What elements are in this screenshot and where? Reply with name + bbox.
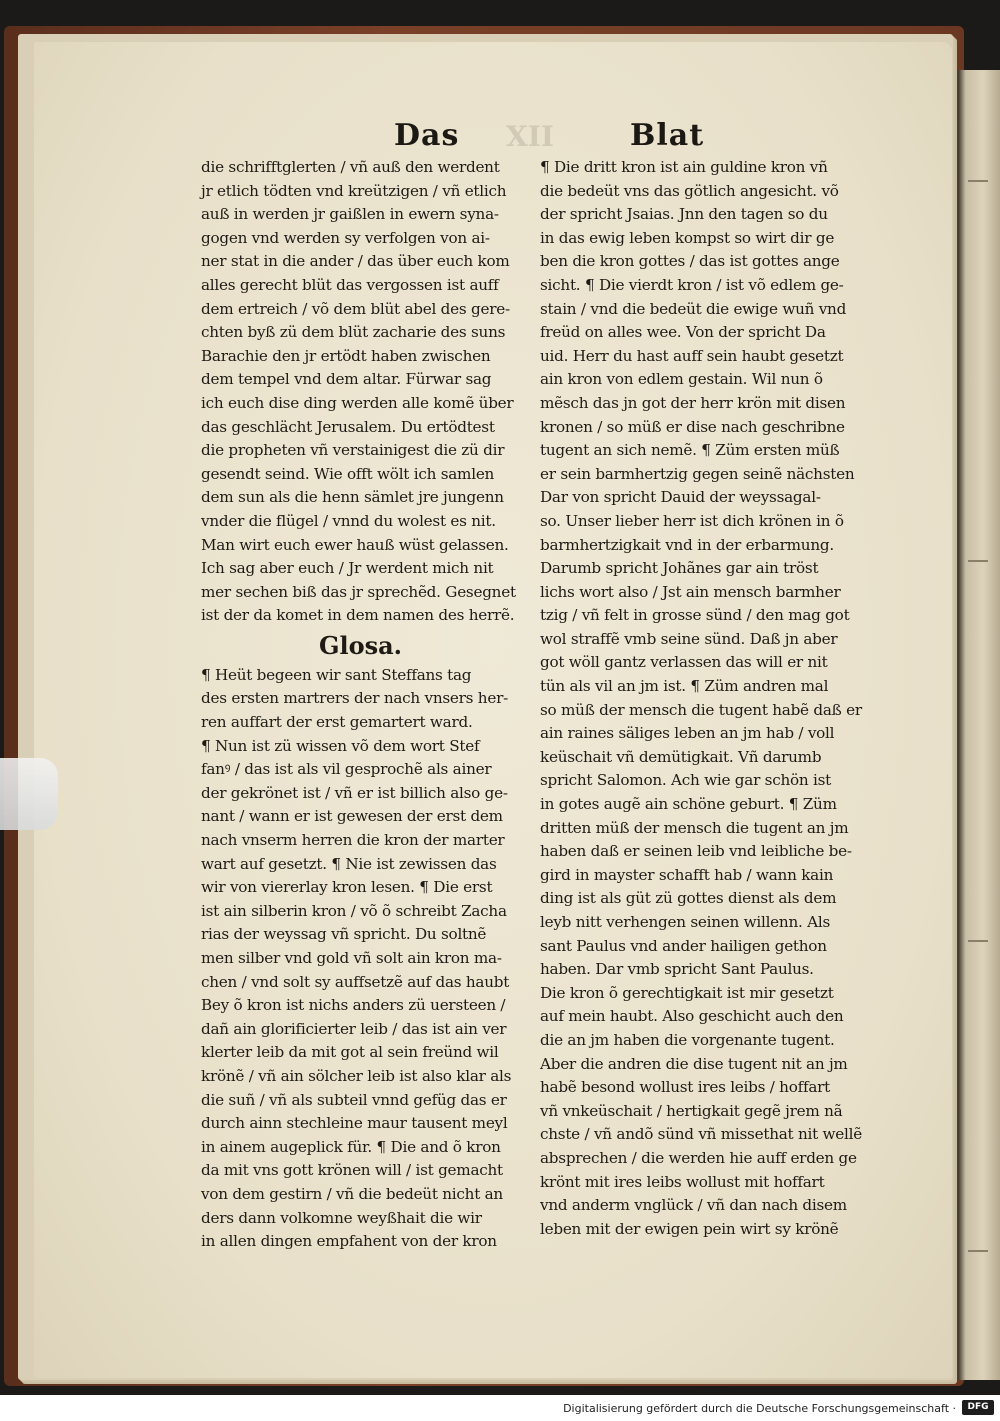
bleed-through-text: XII <box>506 120 554 153</box>
text-line: nant / wann er ist gewesen der erst dem <box>201 807 503 826</box>
text-line: gogen vnd werden sy verfolgen von ai- <box>201 228 490 247</box>
text-line: keüschait vñ demütigkait. Vñ darumb <box>540 747 822 766</box>
text-line: mẽsch das jn got der herr krön mit disen <box>540 393 846 412</box>
text-line: so. Unser lieber herr ist dich krönen in õ <box>540 511 844 530</box>
text-line: wir von viererlay kron lesen. ¶ Die erst <box>201 878 493 897</box>
binding-thread <box>968 560 988 562</box>
text-line: Bey õ kron ist nichs anders zü uersteen / <box>201 996 506 1015</box>
page-heading-right: Blat <box>630 118 705 153</box>
text-line: chste / vñ andõ sünd vñ missethat nit wellẽ <box>540 1125 862 1144</box>
text-line: wart auf gesetzt. ¶ Nie ist zewissen das <box>201 854 497 873</box>
left-column-main-text <box>201 156 531 628</box>
text-line: vnd anderm vnglück / vñ dan nach disem <box>540 1196 847 1215</box>
left-column-gloss-text <box>201 664 531 1254</box>
binding-thread <box>968 1250 988 1252</box>
text-line: jr etlich tödten vnd kreützigen / vñ etlich <box>201 181 507 200</box>
text-line: Ich sag aber euch / Jr werdent mich nit <box>201 559 494 578</box>
text-line: in das ewig leben kompst so wirt dir ge <box>540 228 835 247</box>
text-line: nach vnserm herren die kron der marter <box>201 831 505 850</box>
text-line: barmhertzigkait vnd in der erbarmung. <box>540 535 834 554</box>
text-line: gird in mayster schafft hab / wann kain <box>540 865 834 884</box>
text-line: da mit vns gott krönen will / ist gemacht <box>201 1161 503 1180</box>
text-line: lichs wort also / Jst ain mensch barmher <box>540 582 841 601</box>
text-line: ren auffart der erst gemartert ward. <box>201 713 473 732</box>
text-line: chen / vnd solt sy auffsetzẽ auf das haubt <box>201 972 510 991</box>
text-line: in ainem augeplick für. ¶ Die and õ kron <box>201 1137 501 1156</box>
text-line: durch ainn stechleine maur tausent meyl <box>201 1114 508 1133</box>
text-line: ding ist als güt zü gottes dienst als dem <box>540 889 837 908</box>
funding-credit: Digitalisierung gefördert durch die Deutsche Forschungsgemeinschaft · <box>563 1402 956 1415</box>
text-line: chten byß zü dem blüt zacharie des suns <box>201 323 506 342</box>
page-heading-left: Das <box>394 118 460 153</box>
text-line: der gekrönet ist / vñ er ist billich also ge- <box>201 783 508 802</box>
text-line: rias der weyssag vñ spricht. Du soltnẽ <box>201 925 487 944</box>
text-line: haben. Dar vmb spricht Sant Paulus. <box>540 960 814 979</box>
text-line: er sein barmhertzig gegen seinẽ nächsten <box>540 464 855 483</box>
text-line: ¶ Heüt begeen wir sant Steffans tag <box>201 665 472 684</box>
text-line: in gotes augẽ ain schöne geburt. ¶ Züm <box>540 795 837 814</box>
text-line: leyb nitt verhengen seinen willenn. Als <box>540 913 831 931</box>
text-line: vnder die flügel / vnnd du wolest es nit. <box>201 511 496 530</box>
scan-ruler-clip <box>0 758 58 830</box>
text-line: kronen / so müß er dise nach geschribne <box>540 417 845 436</box>
text-line: die suñ / vñ als subteil vnnd gefüg das er <box>201 1090 507 1109</box>
right-text-column <box>540 156 875 1241</box>
text-line: Man wirt euch ewer hauß wüst gelassen. <box>201 535 509 554</box>
right-column-text <box>540 156 875 1241</box>
text-line: stain / vnd die bedeüt die ewige wuñ vnd <box>540 299 847 318</box>
text-line: ich euch dise ding werden alle komẽ über <box>201 393 514 412</box>
left-text-column <box>201 156 531 1254</box>
text-line: Die kron õ gerechtigkait ist mir gesetzt <box>540 983 834 1002</box>
text-line: gesendt seind. Wie offt wölt ich samlen <box>201 464 495 483</box>
text-line: dem tempel vnd dem altar. Fürwar sag <box>201 370 492 389</box>
text-line: spricht Salomon. Ach wie gar schön ist <box>540 771 832 790</box>
text-line: die bedeüt vns das götlich angesicht. võ <box>540 181 839 200</box>
gloss-heading: Glosa. <box>319 630 403 660</box>
text-line: klerter leib da mit got al sein freünd wil <box>201 1043 499 1062</box>
text-line: Dar von spricht Dauid der weyssagal- <box>540 488 821 507</box>
text-line: krönt mit ires leibs wollust mit hoffart <box>540 1172 825 1191</box>
text-line: Barachie den jr ertödt haben zwischen <box>201 346 491 365</box>
text-line: Darumb spricht Johãnes gar ain tröst <box>540 559 819 578</box>
text-line: absprechen / die werden hie auff erden ge <box>540 1148 857 1167</box>
text-line: tzig / vñ felt in grosse sünd / den mag got <box>540 606 850 625</box>
text-line: des ersten martrers der nach vnsers her- <box>201 689 508 708</box>
text-line: von dem gestirn / vñ die bedeüt nicht an <box>201 1184 503 1203</box>
text-line: dem sun als die henn sämlet jre jungenn <box>201 488 504 507</box>
binding-thread <box>968 940 988 942</box>
text-line: alles gerecht blüt das vergossen ist auff <box>201 275 499 294</box>
text-line: ¶ Die dritt kron ist ain guldine kron vñ <box>540 158 828 176</box>
text-line: ain raines säliges leben an jm hab / voll <box>540 724 835 743</box>
text-line: fanꝰ / das ist als vil gesprochẽ als ainer <box>201 760 492 779</box>
text-line: der spricht Jsaias. Jnn den tagen so du <box>540 205 828 224</box>
text-line: haben daß er seinen leib vnd leibliche be- <box>540 842 852 861</box>
dfg-logo: DFG <box>962 1400 994 1415</box>
text-line: in allen dingen empfahent von der kron <box>201 1232 497 1251</box>
text-line: die schrifftglerten / vñ auß den werdent <box>201 158 500 176</box>
text-line: uid. Herr du hast auff sein haubt gesetzt <box>540 346 844 365</box>
text-line: tugent an sich nemẽ. ¶ Züm ersten müß <box>540 441 840 460</box>
text-line: ner stat in die ander / das über euch kom <box>201 252 510 271</box>
text-line: ders dann volkomne weyßhait die wir <box>201 1208 482 1227</box>
binding-thread <box>968 180 988 182</box>
text-line: freüd on alles wee. Von der spricht Da <box>540 323 826 342</box>
text-line: sicht. ¶ Die vierdt kron / ist võ edlem ge- <box>540 275 844 294</box>
text-line: krönẽ / vñ ain sölcher leib ist also klar als <box>201 1066 512 1085</box>
text-line: Aber die andren die dise tugent nit an jm <box>540 1054 848 1073</box>
text-line: die propheten vñ verstainigest die zü dir <box>201 441 505 460</box>
text-line: auß in werden jr gaißlen in ewern syna- <box>201 205 499 224</box>
text-line: dritten müß der mensch die tugent an jm <box>540 818 849 837</box>
text-line: men silber vnd gold vñ solt ain kron ma- <box>201 949 502 967</box>
text-line: ist ain silberin kron / võ õ schreibt Zacha <box>201 901 507 920</box>
text-line: das geschlächt Jerusalem. Du ertödtest <box>201 417 495 436</box>
text-line: sant Paulus vnd ander hailigen gethon <box>540 936 827 955</box>
text-line: tün als vil an jm ist. ¶ Züm andren mal <box>540 677 829 696</box>
text-line: die an jm haben die vorgenante tugent. <box>540 1030 835 1049</box>
text-line: mer sechen biß das jr sprechẽd. Gesegnet <box>201 582 516 601</box>
text-line: dem ertreich / võ dem blüt abel des gere- <box>201 299 510 318</box>
text-line: habẽ besond wollust ires leibs / hoffart <box>540 1078 831 1097</box>
text-line: ¶ Nun ist zü wissen võ dem wort Stef <box>201 736 480 755</box>
text-line: ain kron von edlem gestain. Wil nun õ <box>540 370 823 389</box>
digitization-footer <box>0 1395 1000 1421</box>
text-line: ist der da komet in dem namen des herrẽ. <box>201 606 515 625</box>
text-line: auf mein haubt. Also geschicht auch den <box>540 1007 844 1026</box>
text-line: ben die kron gottes / das ist gottes ange <box>540 252 840 271</box>
text-line: dañ ain glorificierter leib / das ist ain ver <box>201 1019 507 1038</box>
text-line: got wöll gantz verlassen das will er nit <box>540 653 828 672</box>
text-line: wol straffẽ vmb seine sünd. Daß jn aber <box>540 629 838 648</box>
text-line: vñ vnkeüschait / hertigkait gegẽ jrem nã <box>540 1101 843 1120</box>
facing-page-edge <box>958 70 1000 1380</box>
text-line: leben mit der ewigen pein wirt sy krönẽ <box>540 1219 839 1238</box>
text-line: so müß der mensch die tugent habẽ daß er <box>540 700 862 719</box>
